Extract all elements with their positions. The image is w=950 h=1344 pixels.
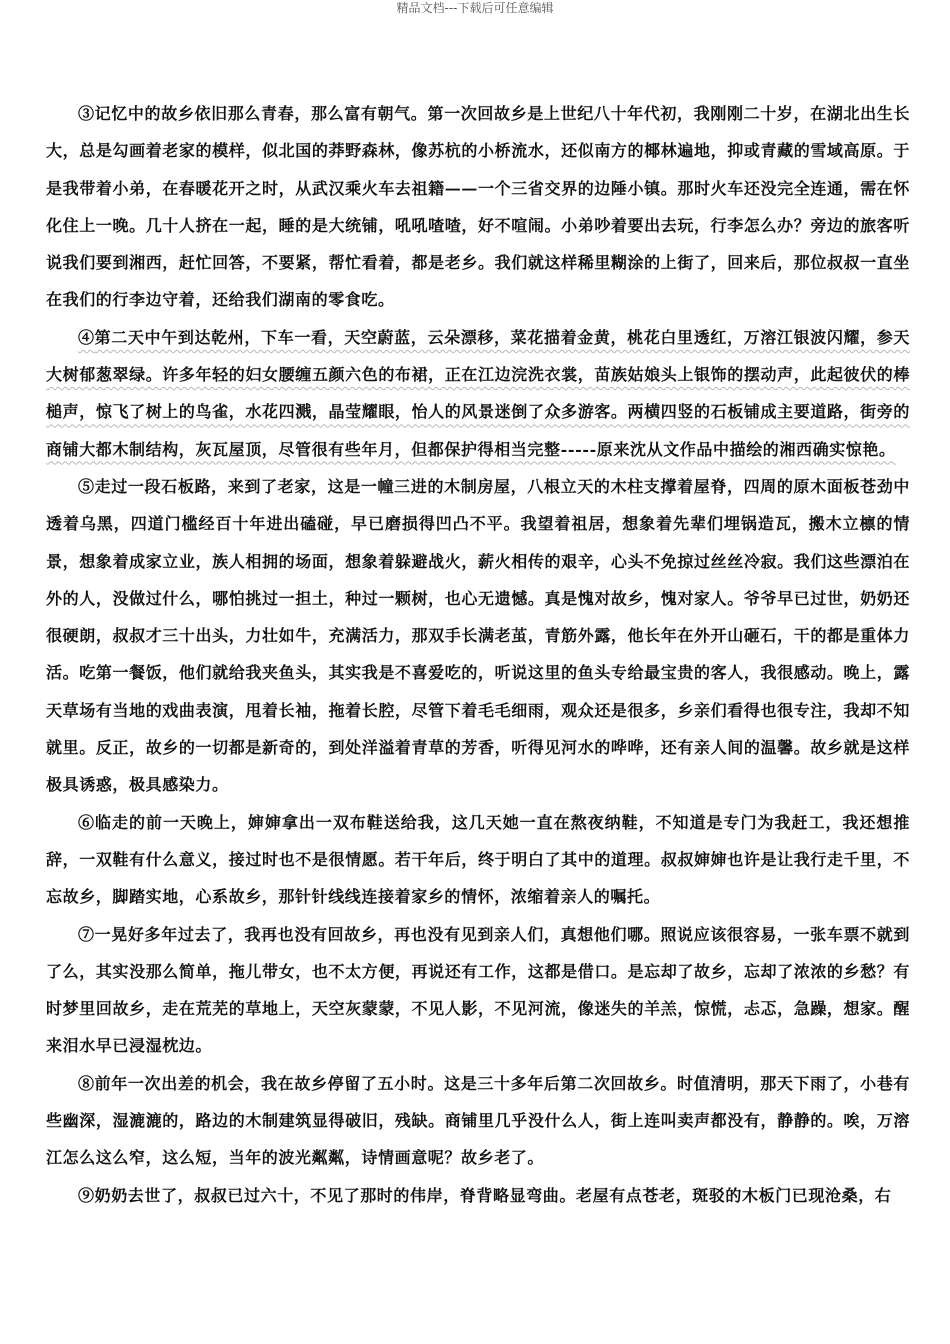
paragraph-marker: ④ (78, 327, 95, 347)
paragraph-text: 一晃好多年过去了，我再也没有回故乡，再也没有见到亲人们，真想他们哪。照说应该很容易，一张车票不就到了么，其实没那么简单，拖儿带女，也不太方便，再说还有工作，这都是借口。是忘却了故乡，忘却了浓浓的乡愁？有时梦里回故乡，走在荒芜的草地上，天空灰蒙蒙，不见人影，不见河流，像迷失的羊羔，惊慌，忐忑，急躁，想家。醒来泪水早已浸湿枕边。 (46, 924, 910, 1056)
paragraph-3 (46, 95, 910, 319)
paragraph-7 (46, 916, 910, 1065)
document-header-note: 精品文档---下载后可任意编辑 (396, 1, 554, 15)
paragraph-marker: ⑨ (78, 1185, 95, 1205)
paragraph-text: 奶奶去世了，叔叔已过六十，不见了那时的伟岸，脊背略显弯曲。老屋有点苍老，斑驳的木板门已现沧桑，右 (94, 1185, 892, 1205)
paragraph-5 (46, 468, 910, 804)
paragraph-text: 前年一次出差的机会，我在故乡停留了五小时。这是三十多年后第二次回故乡。时值清明，那天下雨了，小巷有些幽深，湿漉漉的，路边的木制建筑显得破旧，残缺。商铺里几乎没什么人，街上连叫卖声都没有，静静的。唉，万溶江怎么这么窄，这么短，当年的波光粼粼，诗情画意呢？故乡老了。 (46, 1073, 910, 1168)
paragraph-4 (46, 319, 910, 468)
paragraph-text: 第二天中午到达乾州，下车一看，天空蔚蓝，云朵漂移，菜花描着金黄，桃花白里透红，万溶江银波闪耀，参天大树郁葱翠绿。许多年轻的妇女腰缠五颜六色的布裙，正在江边浣洗衣裳，苗族姑娘头上银饰的摆动声，此起彼伏的棒槌声，惊飞了树上的鸟雀，水花四溅，晶莹耀眼，怡人的风景迷倒了众多游客。两横四竖的石板铺成主要道路，街旁的商铺大都木制结构，灰瓦屋顶，尽管很有些年月，但都保护得相当完整-----原来沈从文作品中描绘的湘西确实惊艳。 (46, 327, 910, 459)
paragraph-9 (46, 1177, 910, 1214)
paragraph-marker: ⑧ (78, 1073, 95, 1093)
paragraph-marker: ⑦ (78, 924, 95, 944)
paragraph-marker: ⑥ (78, 812, 95, 832)
paragraph-text: 临走的前一天晚上，婶婶拿出一双布鞋送给我，这几天她一直在熬夜纳鞋，不知道是专门为我赶工，我还想推辞，一双鞋有什么意义，接过时也不是很情愿。若干年后，终于明白了其中的道理。叔叔婶婶也许是让我行走千里，不忘故乡，脚踏实地，心系故乡，那针针线线连接着家乡的情怀，浓缩着亲人的嘱托。 (46, 812, 910, 907)
paragraph-8 (46, 1065, 910, 1177)
document-body (46, 95, 910, 1214)
paragraph-text: 记忆中的故乡依旧那么青春，那么富有朝气。第一次回故乡是上世纪八十年代初，我刚刚二十岁，在湖北出生长大，总是勾画着老家的模样，似北国的莽野森林，像苏杭的小桥流水，还似南方的椰林遍地，抑或青藏的雪域高原。于是我带着小弟，在春暖花开之时，从武汉乘火车去祖籍——一个三省交界的边陲小镇。那时火车还没完全连通，需在怀化住上一晚。几十人挤在一起，睡的是大统铺，吼吼喳喳，好不喧闹。小弟吵着要出去玩，行李怎么办？旁边的旅客听说我们要到湘西，赶忙回答，不要紧，帮忙看着，都是老乡。我们就这样稀里糊涂的上街了，回来后，那位叔叔一直坐在我们的行李边守着，还给我们湖南的零食吃。 (46, 104, 910, 310)
paragraph-text: 走过一段石板路，来到了老家，这是一幢三进的木制房屋，八根立天的木柱支撑着屋脊，四周的原木面板苍劲中透着乌黑，四道门槛经百十年进出磕碰，早已磨损得凹凸不平。我望着祖居，想象着先辈们埋锅造瓦，搬木立檩的情景，想象着成家立业，族人相拥的场面，想象着躲避战火，薪火相传的艰辛，心头不免掠过丝丝冷寂。我们这些漂泊在外的人，没做过什么，哪怕挑过一担土，种过一颗树，也心无遗憾。真是愧对故乡，愧对家人。爷爷早已过世，奶奶还很硬朗，叔叔才三十出头，力壮如牛，充满活力，那双手长满老茧，青筋外露，他长年在外开山砸石，干的都是重体力活。吃第一餐饭，他们就给我夹鱼头，其实我是不喜爱吃的，听说这里的鱼头专给最宝贵的客人，我很感动。晚上，露天草场有当地的戏曲表演，甩着长袖，拖着长腔，尽管下着毛毛细雨，观众还是很多，乡亲们看得也很专注，我却不知就里。反正，故乡的一切都是新奇的，到处洋溢着青草的芳香，听得见河水的哗哗，还有亲人间的温馨。故乡就是这样极具诱惑，极具感染力。 (46, 476, 910, 795)
paragraph-6 (46, 804, 910, 916)
paragraph-marker: ③ (78, 104, 95, 123)
paragraph-marker: ⑤ (78, 476, 95, 496)
